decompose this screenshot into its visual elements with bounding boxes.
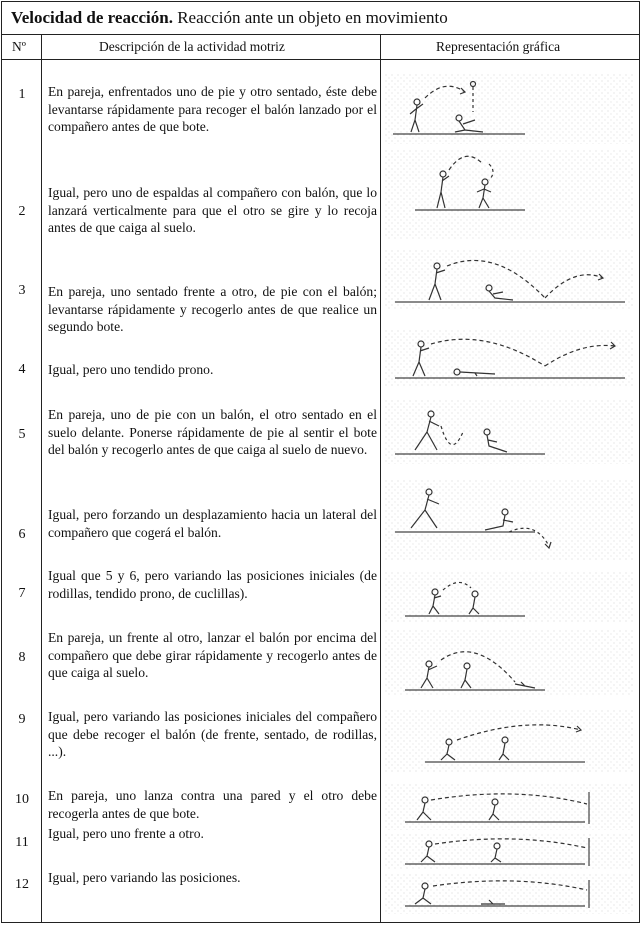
exercise-illustration	[385, 250, 633, 310]
header-num: Nº	[12, 39, 26, 54]
row-number: 4	[18, 362, 26, 377]
row-number: 10	[15, 792, 29, 807]
row-number: 1	[18, 87, 26, 102]
table-title-row	[2, 2, 639, 35]
header-graphic: Representación gráfica	[436, 39, 561, 54]
exercise-illustration	[385, 834, 633, 870]
exercise-illustration	[385, 74, 633, 144]
activity-description: Igual, pero uno tendido prono.	[48, 362, 214, 377]
exercise-illustration	[385, 400, 633, 464]
exercise-illustration	[385, 480, 633, 560]
title-bold: Velocidad de reacción.	[11, 8, 173, 27]
activity-description: En pareja, un frente al otro, lanzar el balón por encima del compañero que debe girar rápidamente y recogerlo antes de que caiga al suelo.	[48, 630, 377, 680]
activity-description: En pareja, uno lanza contra una pared y el otro debe recogerla antes de que bote.	[48, 788, 377, 821]
table-title	[11, 8, 448, 28]
exercise-illustration	[385, 874, 633, 914]
exercise-illustration	[385, 572, 633, 622]
activity-description: Igual, pero variando las posiciones.	[48, 870, 241, 885]
exercise-illustration	[385, 150, 633, 240]
activity-description: En pareja, uno sentado frente a otro, de pie con el balón; levantarse rápidamente y recogerlo antes de que realice un segundo bote.	[48, 284, 377, 334]
activity-description: Igual, pero uno frente a otro.	[48, 826, 204, 841]
activity-description: Igual, pero uno de espaldas al compañero con balón, que lo lanzará verticalmente para que el otro se gire y lo recoja antes de que caiga al suelo.	[48, 185, 377, 235]
row-number: 3	[18, 283, 26, 298]
row-number: 11	[15, 835, 29, 850]
title-rest: Reacción ante un objeto en movimiento	[172, 8, 448, 27]
row-number: 9	[18, 712, 26, 727]
column-header-row	[2, 35, 639, 60]
activity-description: En pareja, enfrentados uno de pie y otro sentado, éste debe levantarse rápidamente para recoger el balón lanzado por el compañero antes de que bote.	[48, 84, 377, 134]
activity-description: En pareja, uno de pie con un balón, el otro sentado en el suelo delante. Ponerse rápidamente de pie al sentir el bote del balón y recogerlo antes de que caiga al suelo de nuevo.	[48, 407, 377, 457]
row-number: 8	[18, 650, 26, 665]
activity-table	[1, 1, 640, 923]
row-number: 12	[15, 877, 29, 892]
header-description: Descripción de la actividad motriz	[99, 39, 285, 54]
column-divider	[41, 35, 42, 922]
activity-description: Igual que 5 y 6, pero variando las posiciones iniciales (de rodillas, tendido prono, de cuclillas).	[48, 568, 377, 601]
row-number: 2	[18, 204, 26, 219]
exercise-illustration	[385, 710, 633, 772]
exercise-illustration	[385, 784, 633, 830]
exercise-illustration	[385, 630, 633, 696]
row-number: 7	[18, 586, 26, 601]
activity-description: Igual, pero variando las posiciones iniciales del compañero que debe recoger el balón (de frente, sentado, de rodillas, ...).	[48, 709, 377, 759]
row-number: 6	[18, 527, 26, 542]
exercise-illustration	[385, 330, 633, 386]
row-number: 5	[18, 427, 26, 442]
activity-description: Igual, pero forzando un desplazamiento hacia un lateral del compañero que cogerá el balón.	[48, 507, 377, 540]
column-divider	[380, 35, 381, 922]
